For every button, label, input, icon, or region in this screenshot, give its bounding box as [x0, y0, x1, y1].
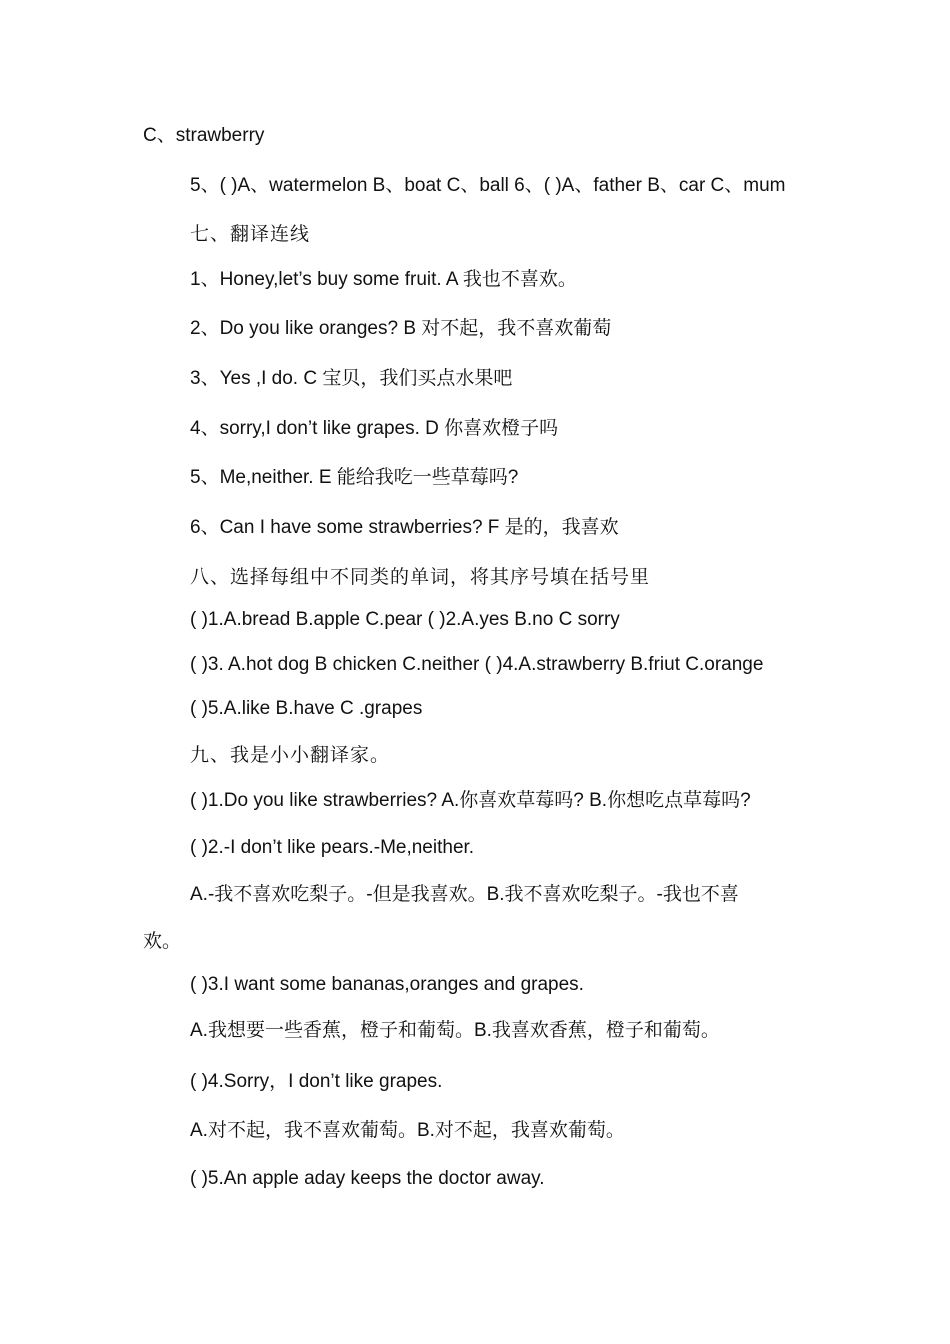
- section-heading: 七、翻译连线: [190, 223, 311, 245]
- text-line: 6、Can I have some strawberries? F 是的，我喜欢: [190, 517, 619, 538]
- text-line: ( )3.I want some bananas,oranges and grapes.: [190, 974, 584, 995]
- text-line: 5、Me,neither. E 能给我吃一些草莓吗?: [190, 467, 519, 488]
- text-line: ( )1.Do you like strawberries? A.你喜欢草莓吗? B.你想吃点草莓吗?: [190, 790, 751, 811]
- text-line: ( )5.A.like B.have C .grapes: [190, 698, 423, 719]
- text-line: ( )1.A.bread B.apple C.pear ( )2.A.yes B.no C sorry: [190, 609, 620, 630]
- text-line: ( )2.-I don’t like pears.-Me,neither.: [190, 837, 475, 858]
- section-heading: 八、选择每组中不同类的单词，将其序号填在括号里: [190, 566, 651, 588]
- text-line: ( )4.Sorry，I don’t like grapes.: [190, 1071, 443, 1092]
- text-line: A.对不起，我不喜欢葡萄。B.对不起，我喜欢葡萄。: [190, 1120, 625, 1141]
- text-line: 1、Honey,let’s buy some fruit. A 我也不喜欢。: [190, 269, 577, 290]
- text-line: C、strawberry: [143, 125, 265, 146]
- section-heading: 九、我是小小翻译家。: [190, 744, 391, 766]
- text-line: A.-我不喜欢吃梨子。-但是我喜欢。B.我不喜欢吃梨子。-我也不喜: [190, 884, 739, 905]
- text-line: ( )3. A.hot dog B chicken C.neither ( )4.A.strawberry B.friut C.orange: [190, 654, 764, 675]
- text-line: 欢。: [143, 931, 182, 952]
- text-line: 2、Do you like oranges? B 对不起，我不喜欢葡萄: [190, 318, 612, 339]
- text-line: 3、Yes ,I do. C 宝贝，我们买点水果吧: [190, 368, 513, 389]
- text-line: 5、( )A、watermelon B、boat C、ball 6、( )A、father B、car C、mum: [190, 175, 786, 196]
- text-line: 4、sorry,I don’t like grapes. D 你喜欢橙子吗: [190, 418, 559, 439]
- text-line: A.我想要一些香蕉，橙子和葡萄。B.我喜欢香蕉，橙子和葡萄。: [190, 1020, 720, 1041]
- text-line: ( )5.An apple aday keeps the doctor away.: [190, 1168, 545, 1189]
